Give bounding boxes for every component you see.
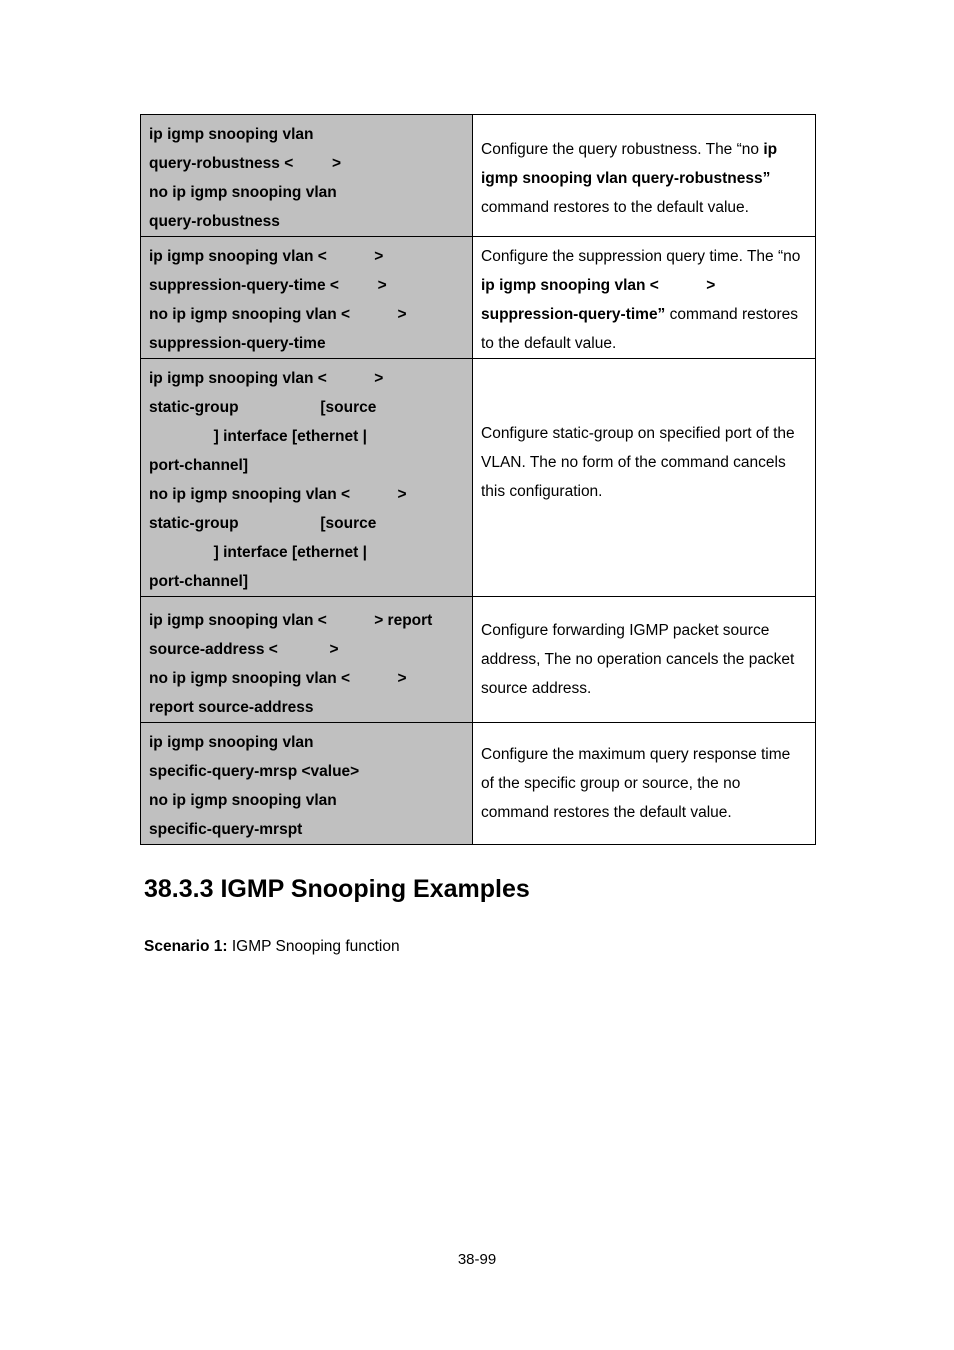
command-line: specific-query-mrsp <value> (149, 763, 360, 780)
description-text: command restores to the default value. (481, 198, 749, 216)
command-line: port-channel] (149, 573, 249, 590)
command-line: report source-address (149, 699, 314, 716)
command-cell (141, 115, 473, 237)
command-cell (141, 723, 473, 845)
description-text: Configure the query robustness. The “no (481, 140, 764, 158)
table-row (141, 597, 816, 723)
command-line: query-robustness (149, 213, 280, 230)
command-line: ] interface [ethernet | (149, 544, 367, 561)
command-cell (141, 359, 473, 597)
command-line: specific-query-mrspt (149, 821, 303, 838)
command-cell (141, 237, 473, 359)
command-line: ip igmp snooping vlan < > (149, 370, 384, 387)
scenario-text: IGMP Snooping function (227, 938, 400, 955)
command-line: ] interface [ethernet | (149, 428, 367, 445)
command-line: ip igmp snooping vlan (149, 126, 314, 143)
command-line: ip igmp snooping vlan < > report (149, 612, 433, 629)
section-heading: 38.3.3 IGMP Snooping Examples (144, 875, 530, 903)
command-line: no ip igmp snooping vlan (149, 184, 337, 201)
description-command: ip igmp snooping vlan < > suppression-query-time” (481, 277, 720, 323)
command-line: no ip igmp snooping vlan < > (149, 306, 407, 323)
command-line: query-robustness < > (149, 155, 342, 172)
table-row (141, 237, 816, 359)
table-row (141, 359, 816, 597)
scenario-line (144, 938, 400, 956)
command-table (140, 114, 816, 845)
command-line: port-channel] (149, 457, 249, 474)
command-line: no ip igmp snooping vlan < > (149, 670, 407, 687)
description-text: Configure the maximum query response time of the specific group or source, the no command restores the default value. (481, 746, 791, 821)
command-line: ip igmp snooping vlan (149, 734, 314, 751)
description-cell (473, 359, 816, 597)
description-cell (473, 115, 816, 237)
description-cell (473, 237, 816, 359)
command-line: ip igmp snooping vlan < > (149, 248, 384, 265)
command-line: static-group [source (149, 515, 377, 532)
description-cell (473, 723, 816, 845)
command-line: source-address < > (149, 641, 339, 658)
command-line: no ip igmp snooping vlan < > (149, 486, 407, 503)
command-line: suppression-query-time (149, 335, 326, 352)
description-text: Configure the suppression query time. The “no (481, 248, 801, 265)
table-row (141, 115, 816, 237)
description-text: Configure forwarding IGMP packet source address, The no operation cancels the packet source address. (481, 622, 795, 697)
scenario-label: Scenario 1: (144, 938, 228, 955)
table-row (141, 723, 816, 845)
description-command: ip igmp snooping vlan query-robustness” (481, 140, 778, 187)
command-line: suppression-query-time < > (149, 277, 387, 294)
page-number: 38-99 (457, 1251, 497, 1268)
command-line: static-group [source (149, 399, 377, 416)
command-cell (141, 597, 473, 723)
description-text: command restores to the default value. (481, 306, 798, 352)
description-text: Configure static-group on specified port of the VLAN. The no form of the command cancels this configuration. (481, 425, 795, 500)
description-cell (473, 597, 816, 723)
command-line: no ip igmp snooping vlan (149, 792, 337, 809)
